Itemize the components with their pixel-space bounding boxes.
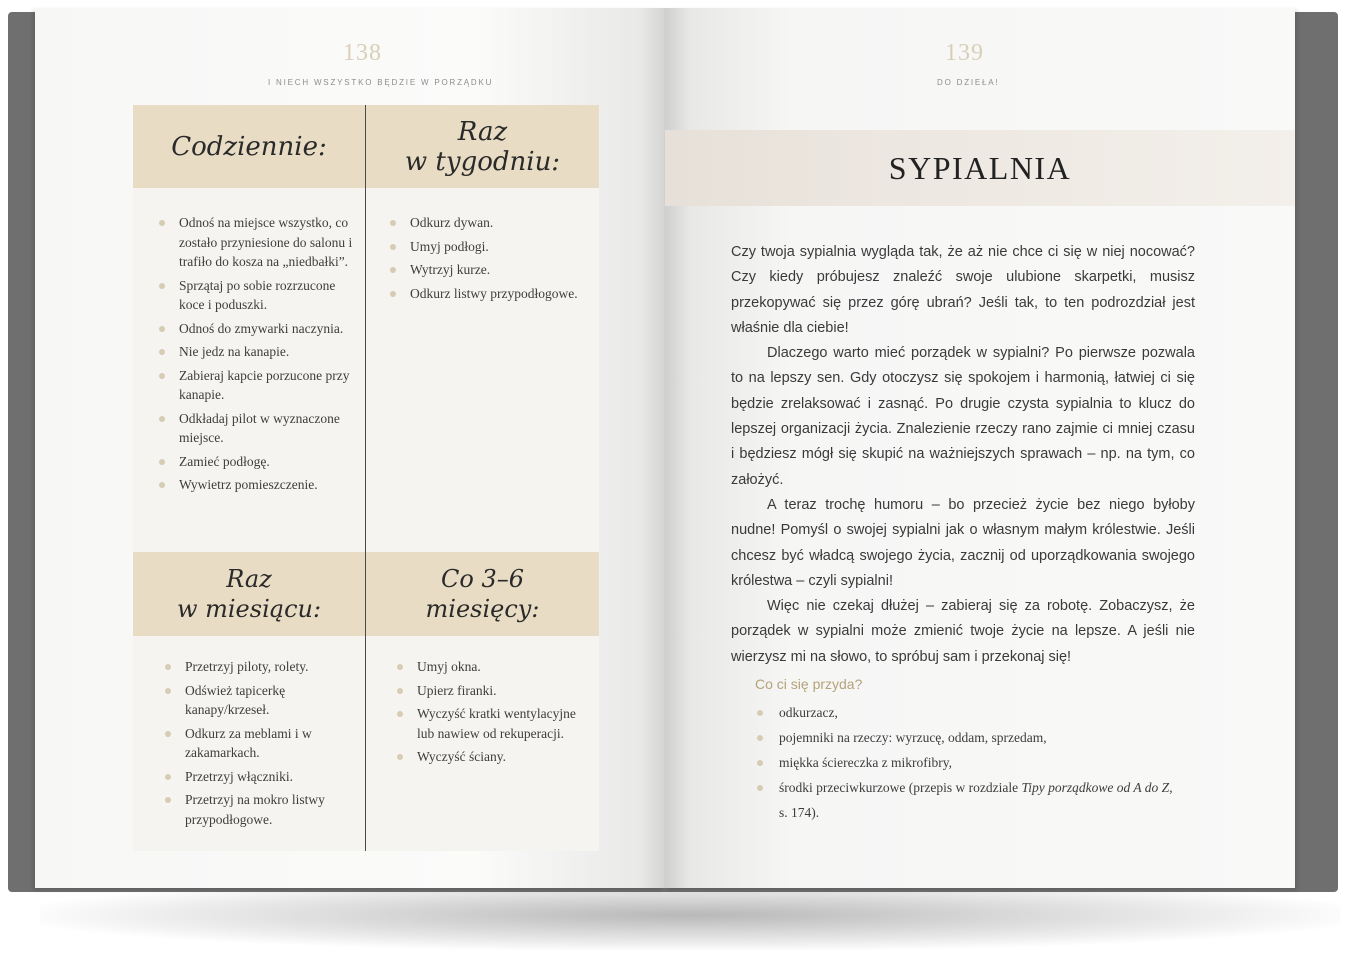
cleaning-schedule-table — [133, 105, 599, 851]
list-item: Odkurz za meblami i w zakamarkach. — [163, 724, 361, 763]
monthly-list — [163, 657, 361, 833]
list-item: Odśwież tapicerkę kanapy/krzeseł. — [163, 681, 361, 720]
header-line: Co 3–6 — [441, 565, 524, 593]
list-item: Przetrzyj włączniki. — [163, 767, 361, 787]
list-item: Przetrzyj piloty, rolety. — [163, 657, 361, 677]
supplies-heading: Co ci się przyda? — [755, 676, 863, 692]
supply-item — [755, 725, 1175, 750]
header-daily — [133, 105, 365, 188]
weekly-list — [388, 213, 588, 307]
list-item: Odkurz listwy przypodłogowe. — [388, 284, 588, 304]
supplies-list — [755, 700, 1175, 825]
list-item: Umyj okna. — [395, 657, 591, 677]
list-item: Zamieć podłogę. — [157, 452, 363, 472]
header-monthly — [133, 552, 365, 636]
paragraph: Dlaczego warto mieć porządek w sypialni? Po pierwsze pozwala to na lepszy sen. Gdy otoczysz się spokojem i harmonią, łatwiej ci się będzie zrelaksować i zasnąć. Po drugie czysta sypialnia to klucz do lepszej organizacji życia. Znalezienie rzeczy rano zajmie ci mniej czasu i będziesz mógł się skupić na ważniejszych sprawach – np. na tym, co założyć. — [731, 345, 1195, 488]
left-page-number: 138 — [343, 40, 382, 66]
left-page — [35, 8, 665, 888]
chapter-reference: Tipy porządkowe od A do Z — [1021, 780, 1170, 795]
quarterly-list — [395, 657, 591, 771]
header-line: miesięcy: — [425, 595, 540, 623]
list-item: Nie jedz na kanapie. — [157, 342, 363, 362]
header-weekly — [366, 105, 599, 188]
list-item: Odkurz dywan. — [388, 213, 588, 233]
header-quarterly — [366, 552, 599, 636]
body-text — [731, 240, 1195, 670]
list-item: Wyczyść ściany. — [395, 747, 591, 767]
supply-item — [755, 700, 1175, 725]
supply-text: miękka ściereczka z mikrofibry, — [779, 755, 953, 770]
list-item: Odnoś na miejsce wszystko, co zostało przyniesione do salonu i trafiło do kosza na „niedbałki”. — [157, 213, 363, 272]
list-item: Umyj podłogi. — [388, 237, 588, 257]
header-line: Raz — [457, 116, 508, 147]
header-line: Codziennie: — [171, 131, 327, 162]
right-page — [665, 8, 1295, 888]
supply-text-end: , s. 174). — [779, 780, 1173, 820]
left-running-head: I NIECH WSZYSTKO BĘDZIE W PORZĄDKU — [268, 78, 494, 87]
list-item: Wyczyść kratki wentylacyjne lub nawiew od rekuperacji. — [395, 704, 591, 743]
list-item: Wywietrz pomieszczenie. — [157, 475, 363, 495]
list-item: Przetrzyj na mokro listwy przypodłogowe. — [163, 790, 361, 829]
paragraph: Więc nie czekaj dłużej – zabieraj się za robotę. Zobaczysz, że porządek w sypialni może zmienić twoje życie na lepsze. A jeśli nie wierzysz mi na słowo, to spróbuj sam i przekonaj się! — [731, 598, 1195, 665]
right-page-number: 139 — [945, 40, 984, 66]
supply-text: odkurzacz, — [779, 705, 838, 720]
supply-item — [755, 775, 1175, 825]
title-band — [665, 130, 1295, 206]
column-divider — [365, 105, 366, 851]
list-item: Wytrzyj kurze. — [388, 260, 588, 280]
supply-text: środki przeciwkurzowe (przepis w rozdziale — [779, 780, 1022, 795]
list-item: Zabieraj kapcie porzucone przy kanapie. — [157, 366, 363, 405]
header-line: w tygodniu: — [404, 146, 561, 177]
chapter-title: SYPIALNIA — [888, 149, 1072, 186]
list-item: Odnoś do zmywarki naczynia. — [157, 319, 363, 339]
paragraph: A teraz trochę humoru – bo przecież życie bez niego byłoby nudne! Pomyśl o swojej sypialni jak o własnym małym królestwie. Jeśli chcesz być władcą swojego życia, zacznij od uporządkowania swojego królestwa – czyli sypialni! — [731, 496, 1195, 589]
header-line: Raz — [226, 565, 272, 593]
list-item: Upierz firanki. — [395, 681, 591, 701]
daily-list — [157, 213, 363, 499]
header-line: w miesiącu: — [176, 595, 322, 623]
supply-text: pojemniki na rzeczy: wyrzucę, oddam, sprzedam, — [779, 730, 1047, 745]
right-running-head: DO DZIEŁA! — [937, 78, 1000, 87]
list-item: Sprzątaj po sobie rozrzucone koce i poduszki. — [157, 276, 363, 315]
list-item: Odkładaj pilot w wyznaczone miejsce. — [157, 409, 363, 448]
paragraph: Czy twoja sypialnia wygląda tak, że aż nie chce ci się w niej nocować? Czy kiedy próbujesz znaleźć swoje ulubione skarpetki, musisz przekopywać się przez górę ubrań? Jeśli tak, to ten podrozdział jest właśnie dla ciebie! — [731, 244, 1195, 336]
supply-item — [755, 750, 1175, 775]
